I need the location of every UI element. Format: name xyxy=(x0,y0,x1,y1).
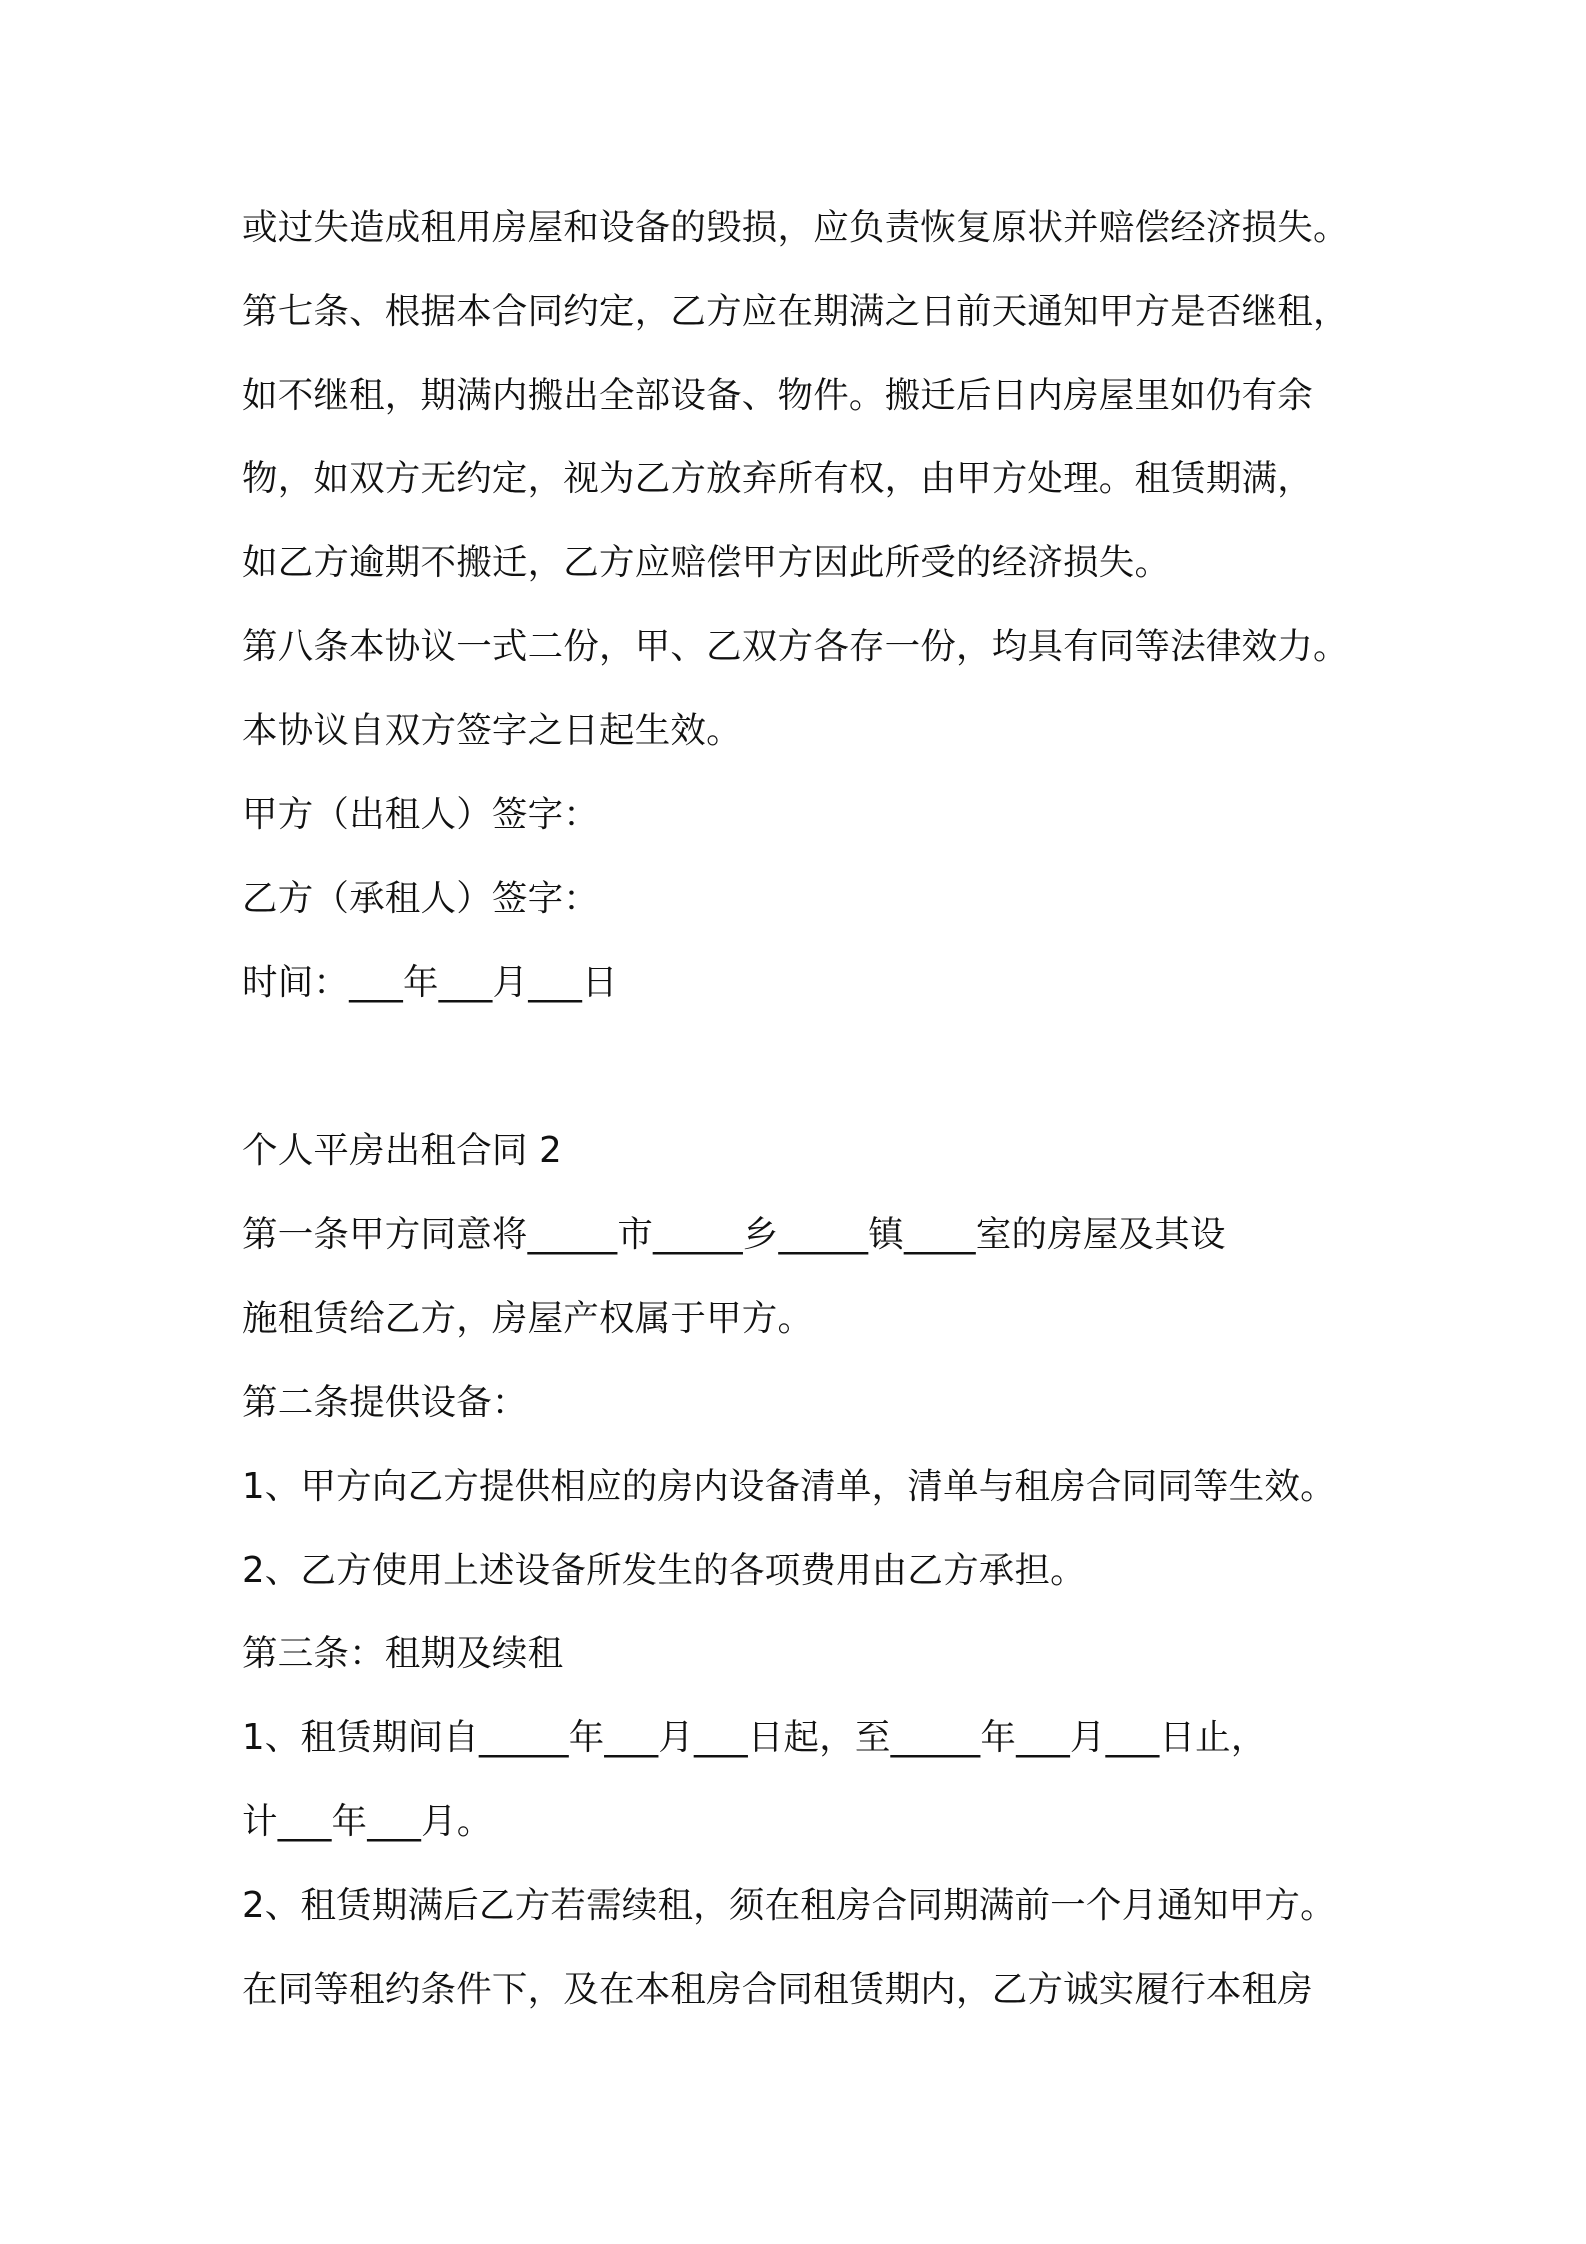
text-line-article-7-cont-1: 如不继租，期满内搬出全部设备、物件。搬迁后日内房屋里如仍有余 xyxy=(242,375,1314,416)
text-line-article-3-item-1: 1、租赁期间自_____年___月___日起，至_____年___月___日止， xyxy=(242,1717,1267,1758)
text-line-effective: 本协议自双方签字之日起生效。 xyxy=(242,710,742,751)
text-line-article-3-item-1-cont: 计___年___月。 xyxy=(242,1801,493,1842)
text-line-article-3-item-2: 2、租赁期满后乙方若需续租，须在租房合同期满前一个月通知甲方。 xyxy=(242,1885,1336,1926)
text-line-damage-liability: 或过失造成租用房屋和设备的毁损，应负责恢复原状并赔偿经济损失。 xyxy=(242,207,1349,248)
signature-party-b: 乙方（承租人）签字： xyxy=(242,878,600,919)
text-line-article-8: 第八条本协议一式二份，甲、乙双方各存一份，均具有同等法律效力。 xyxy=(242,626,1349,667)
signature-party-a: 甲方（出租人）签字： xyxy=(242,794,600,835)
signature-date: 时间：___年___月___日 xyxy=(242,962,618,1003)
text-line-article-2-item-1: 1、甲方向乙方提供相应的房内设备清单，清单与租房合同同等生效。 xyxy=(242,1466,1336,1507)
text-line-article-1: 第一条甲方同意将_____市_____乡_____镇____室的房屋及其设 xyxy=(242,1214,1226,1255)
text-line-article-7: 第七条、根据本合同约定，乙方应在期满之日前天通知甲方是否继租， xyxy=(242,291,1349,332)
text-line-article-3: 第三条：租期及续租 xyxy=(242,1633,564,1674)
text-line-article-7-cont-3: 如乙方逾期不搬迁，乙方应赔偿甲方因此所受的经济损失。 xyxy=(242,542,1171,583)
text-line-article-2: 第二条提供设备： xyxy=(242,1382,528,1423)
text-line-article-2-item-2: 2、乙方使用上述设备所发生的各项费用由乙方承担。 xyxy=(242,1550,1086,1591)
text-line-article-3-item-2-cont: 在同等租约条件下，及在本租房合同租赁期内，乙方诚实履行本租房 xyxy=(242,1969,1314,2010)
section-title: 个人平房出租合同 2 xyxy=(242,1130,562,1171)
text-line-article-1-cont: 施租赁给乙方，房屋产权属于甲方。 xyxy=(242,1298,814,1339)
text-line-article-7-cont-2: 物，如双方无约定，视为乙方放弃所有权，由甲方处理。租赁期满， xyxy=(242,458,1314,499)
